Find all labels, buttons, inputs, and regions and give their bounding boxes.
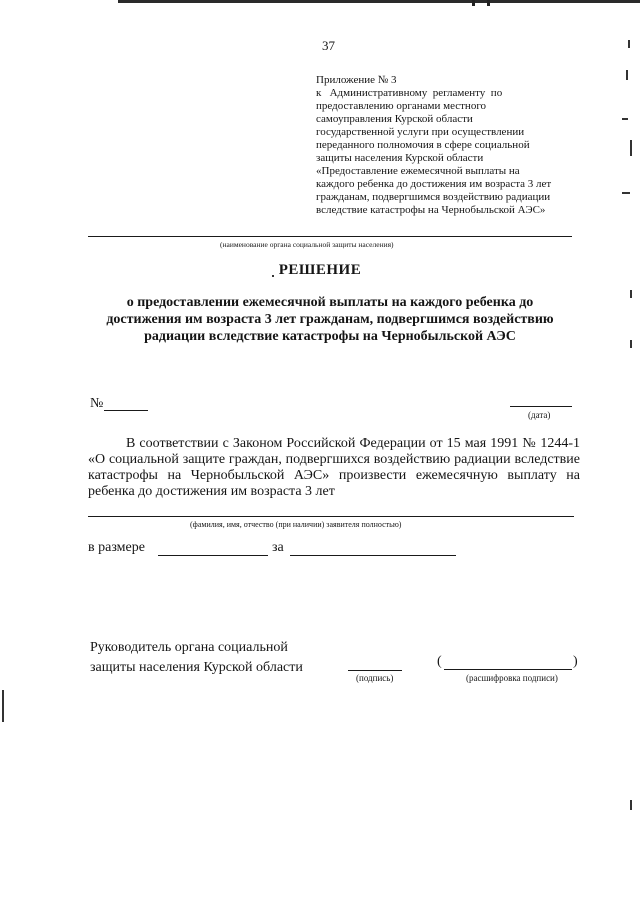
signature-decoding-line <box>444 669 572 670</box>
appendix-line: каждого ребенка до достижения им возраста 3 лет <box>316 178 552 190</box>
scan-speck <box>628 40 630 48</box>
scan-speck <box>2 690 4 722</box>
applicant-caption: (фамилия, имя, отчество (при наличии) заявителя полностью) <box>190 520 402 529</box>
appendix-header <box>316 74 616 217</box>
scan-speck <box>630 140 632 156</box>
open-paren: ( <box>437 654 442 669</box>
appendix-line: предоставлению органами местного <box>316 100 487 112</box>
scan-speck <box>622 192 630 194</box>
period-line <box>290 555 456 556</box>
appendix-line: вследствие катастрофы на Чернобыльской АЭС» <box>316 204 546 216</box>
close-paren: ) <box>573 654 578 669</box>
subtitle-line: радиации вследствие катастрофы на Чернобыльской АЭС <box>144 329 516 344</box>
document-subtitle <box>70 294 590 345</box>
amount-label: в размере <box>88 540 145 555</box>
body-paragraph: В соответствии с Законом Российской Федерации от 15 мая 1991 № 1244-1 «О социальной защите граждан, подвергшихся воздействию радиации вследствие катастрофы на Чернобыльской АЭС» произвести ежемесячную выплату на ребенка до достижения им возраста 3 лет <box>88 436 580 499</box>
scan-speck <box>630 800 632 810</box>
scan-top-edge-line <box>118 0 640 3</box>
appendix-line: защиты населения Курской области <box>316 152 484 164</box>
date-line <box>510 406 572 407</box>
appendix-line: самоуправления Курской области <box>316 113 473 125</box>
date-caption: (дата) <box>528 410 551 420</box>
amount-row <box>88 540 145 556</box>
number-line <box>104 410 148 411</box>
subtitle-line: достижения им возраста 3 лет гражданам, подвергшимся воздействию <box>106 312 554 327</box>
organ-name-line <box>88 236 572 237</box>
signature-caption: (подпись) <box>356 673 394 683</box>
scan-speck <box>626 70 628 80</box>
scan-speck <box>630 340 632 348</box>
page-number: 37 <box>322 38 335 53</box>
appendix-line: гражданам, подвергшимся воздействию радиации <box>316 191 551 203</box>
appendix-line: «Предоставление ежемесячной выплаты на <box>316 165 520 177</box>
signatory <box>90 638 303 678</box>
subtitle-line: о предоставлении ежемесячной выплаты на каждого ребенка до <box>126 295 534 310</box>
scan-mark <box>472 0 475 6</box>
signature-line <box>348 670 402 671</box>
appendix-line: государственной услуги при осуществлении <box>316 126 525 138</box>
appendix-line: к Административному регламенту по <box>316 87 503 99</box>
scan-mark <box>487 0 490 6</box>
appendix-line: Приложение № 3 <box>316 74 397 86</box>
period-label: за <box>272 540 284 555</box>
signatory-line: защиты населения Курской области <box>90 660 303 675</box>
applicant-name-line <box>88 516 574 517</box>
signatory-line: Руководитель органа социальной <box>90 640 288 655</box>
scan-speck <box>622 118 628 120</box>
scan-speck <box>630 290 632 298</box>
appendix-line: переданного полномочия в сфере социальной <box>316 139 530 151</box>
decision-body <box>88 436 580 500</box>
number-label: № <box>90 396 104 411</box>
organ-caption: (наименование органа социальной защиты населения) <box>220 240 394 249</box>
amount-line <box>158 555 268 556</box>
signature-decoding-caption: (расшифровка подписи) <box>466 673 558 683</box>
document-title: РЕШЕНИЕ <box>278 262 362 278</box>
